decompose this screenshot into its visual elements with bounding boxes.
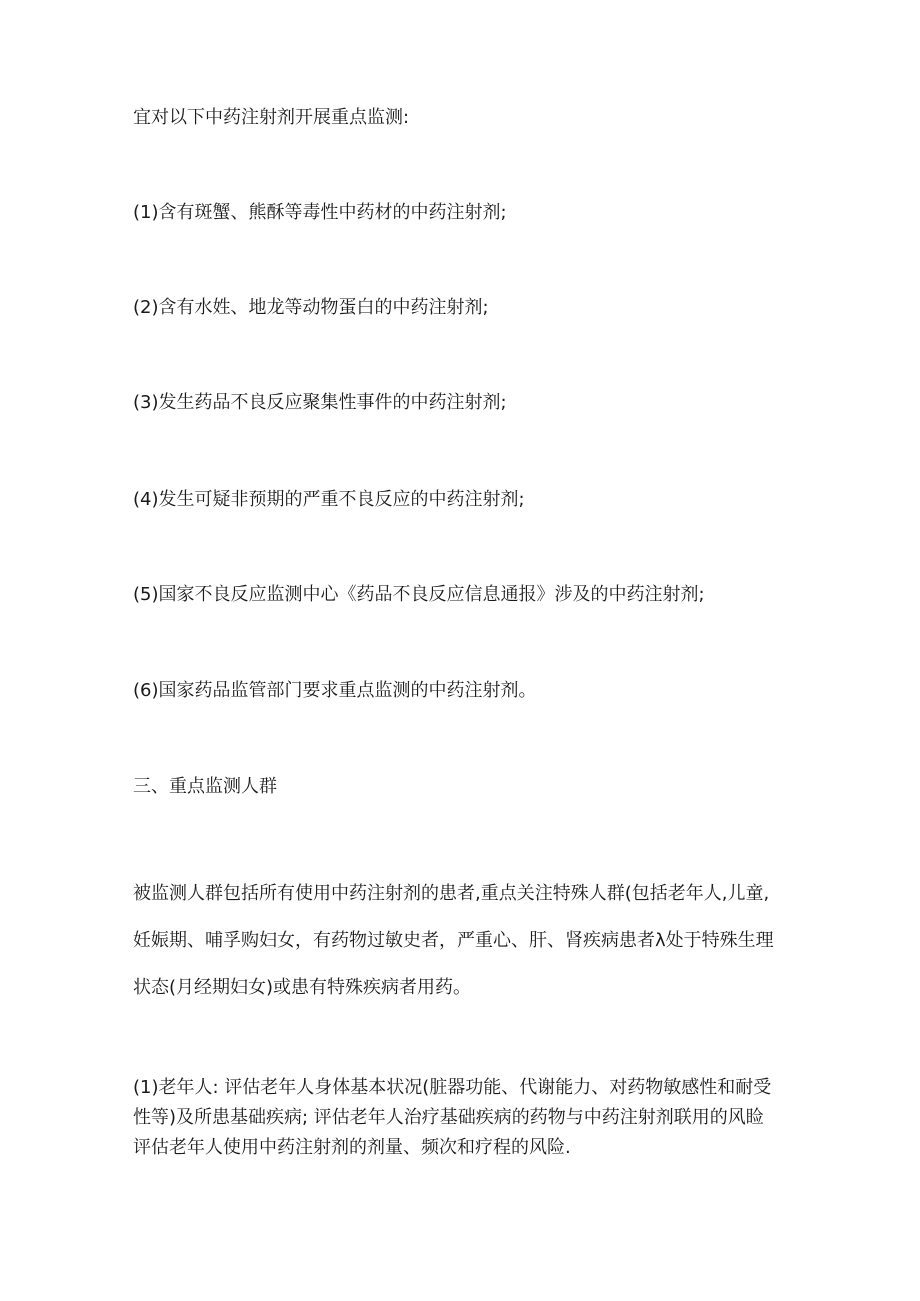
list-item-1: (1)含有斑蟹、熊酥等毒性中药材的中药注射剂;: [133, 202, 507, 223]
population-line-1: 被监测人群包括所有使用中药注射剂的患者,重点关注特殊人群(包括老年人,儿童,: [133, 883, 770, 904]
elderly-line-3: 评估老年人使用中药注射剂的剂量、频次和疗程的风险.: [133, 1137, 571, 1158]
elderly-line-2: 性等)及所患基础疾病; 评估老年人治疗基础疾病的药物与中药注射剂联用的风睑: [133, 1107, 764, 1128]
list-item-2: (2)含有水姓、地龙等动物蛋白的中药注射剂;: [133, 297, 489, 318]
population-line-2: 妊娠期、哺孚购妇女，有药物过敏史者，严重心、肝、肾疾病患者λ处于特殊生理: [133, 930, 774, 951]
list-item-4: (4)发生可疑非预期的严重不良反应的中药注射剂;: [133, 489, 525, 510]
list-item-5: (5)国家不良反应监测中心《药品不良反应信息通报》涉及的中药注射剂;: [133, 584, 705, 605]
population-line-3: 状态(月经期妇女)或患有特殊疾病者用药。: [133, 977, 472, 998]
list-item-3: (3)发生药品不良反应聚集性事件的中药注射剂;: [133, 392, 507, 413]
list-item-6: (6)国家药品监管部门要求重点监测的中药注射剂。: [133, 680, 537, 701]
intro-text: 宜对以下中药注射剂开展重点监测:: [133, 107, 410, 128]
section-heading: 三、重点监测人群: [133, 776, 277, 797]
population-paragraph: [133, 870, 793, 1011]
elderly-paragraph: [133, 1073, 793, 1163]
elderly-line-1: (1)老年人: 评估老年人身体基本状况(脏器功能、代谢能力、对药物敏感性和耐受: [133, 1077, 772, 1098]
